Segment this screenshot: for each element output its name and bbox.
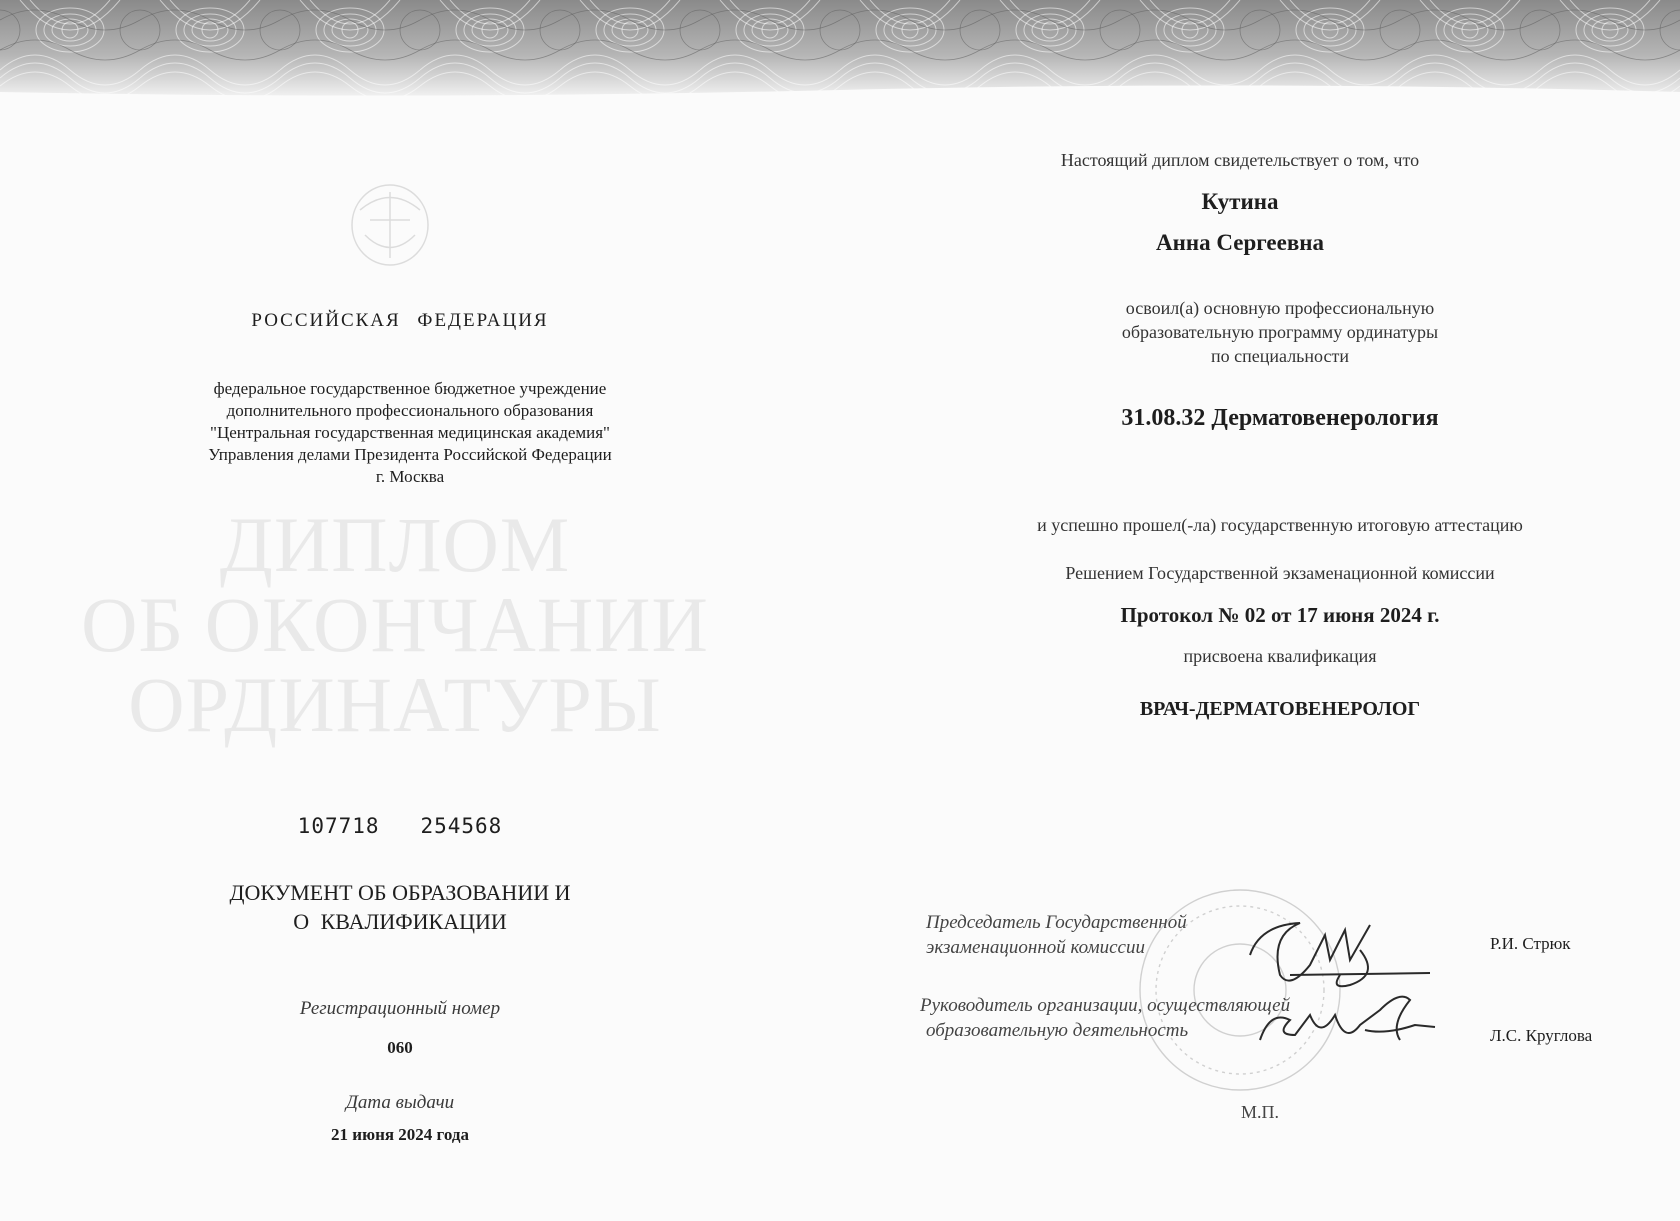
chair-title-line: экзаменационной комиссии (926, 937, 1145, 958)
guilloche-band (0, 0, 1680, 100)
program-block (1000, 296, 1560, 368)
document-type-line: ДОКУМЕНТ ОБ ОБРАЗОВАНИИ И (229, 880, 571, 905)
qualification-label: присвоена квалификация (1183, 646, 1377, 666)
program-line: по специальности (1211, 346, 1349, 366)
country-title: РОССИЙСКАЯ ФЕДЕРАЦИЯ (251, 310, 549, 331)
serial-number: 107718 254568 (297, 814, 503, 838)
head-title-line: Руководитель организации, осуществляющей (920, 995, 1291, 1016)
institution-line: Управления делами Президента Российской Федерации (208, 445, 612, 464)
document-type-line: О КВАЛИФИКАЦИИ (293, 909, 507, 934)
qualification: ВРАЧ-ДЕРМАТОВЕНЕРОЛОГ (1139, 698, 1421, 720)
chair-name: Р.И. Стрюк (1490, 934, 1571, 953)
institution-line: федеральное государственное бюджетное учреждение (213, 379, 607, 398)
issue-date-label: Дата выдачи (345, 1092, 455, 1113)
specialty: 31.08.32 Дерматовенерология (1121, 405, 1439, 431)
document-type (170, 878, 630, 936)
intro-line: Настоящий диплом свидетельствует о том, что (1060, 150, 1420, 170)
diploma-watermark (60, 501, 730, 748)
program-line: образовательную программу ординатуры (1121, 322, 1439, 342)
institution-block (140, 378, 680, 488)
commission-decision: Решением Государственной экзаменационной комиссии (1065, 563, 1495, 583)
chair-title (926, 910, 1187, 960)
registration-label: Регистрационный номер (299, 998, 501, 1019)
watermark-line: ОРДИНАТУРЫ (128, 661, 662, 748)
watermark-line: ОБ ОКОНЧАНИИ (81, 581, 709, 668)
institution-line: дополнительного профессионального образования (226, 401, 594, 420)
attestation-line: и успешно прошел(-ла) государственную итоговую аттестацию (1037, 515, 1523, 535)
head-title (920, 993, 1290, 1043)
chair-title-line: Председатель Государственной (926, 912, 1187, 933)
institution-line: "Центральная государственная медицинская академия" (210, 423, 610, 442)
head-name: Л.С. Круглова (1490, 1026, 1593, 1045)
graduate-surname: Кутина (1201, 189, 1279, 214)
head-title-line: образовательную деятельность (926, 1020, 1189, 1041)
issue-date: 21 июня 2024 года (331, 1125, 469, 1144)
registration-number: 060 (387, 1038, 413, 1057)
graduate-given-names: Анна Сергеевна (1156, 230, 1324, 255)
head-signature (1250, 985, 1470, 1060)
program-line: освоил(а) основную профессиональную (1125, 298, 1435, 318)
coat-of-arms-icon (340, 180, 440, 275)
stamp-place: М.П. (1240, 1102, 1279, 1122)
institution-line: г. Москва (375, 467, 445, 486)
protocol-line: Протокол № 02 от 17 июня 2024 г. (1120, 603, 1440, 627)
watermark-line: ДИПЛОМ (219, 501, 571, 588)
